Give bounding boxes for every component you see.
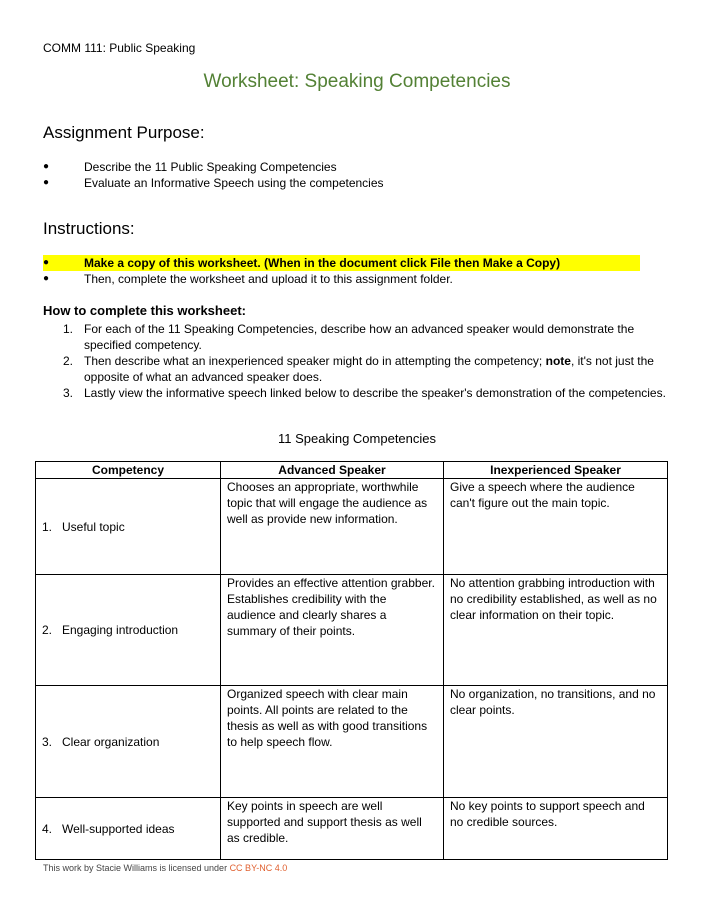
instructions-heading: Instructions: xyxy=(43,219,135,238)
table-row xyxy=(36,686,668,798)
howto-item: 3. Lastly view the informative speech linked below to describe the speaker's demonstration of the competencies. xyxy=(63,386,666,400)
table-caption: 11 Speaking Competencies xyxy=(277,431,437,446)
table-row xyxy=(36,479,668,575)
instructions-list xyxy=(43,255,640,287)
inexperienced-cell[interactable]: No attention grabbing introduction with no credibility established, as well as no clear information on their topic. xyxy=(444,575,668,686)
inexperienced-cell[interactable]: No organization, no transitions, and no clear points. xyxy=(444,686,668,798)
table-row xyxy=(36,575,668,686)
bullet-icon: ● xyxy=(43,161,50,172)
instructions-item-highlighted: ● Make a copy of this worksheet. (When in the document click File then Make a Copy) xyxy=(43,255,640,271)
bullet-icon: ● xyxy=(43,257,50,268)
competency-cell: 2. Engaging introduction xyxy=(36,575,221,686)
advanced-cell[interactable]: Chooses an appropriate, worthwhile topic that will engage the audience as well as provide new information. xyxy=(221,479,444,575)
purpose-item: ● Describe the 11 Public Speaking Competencies xyxy=(43,160,337,174)
purpose-item: ● Evaluate an Informative Speech using the competencies xyxy=(43,176,384,190)
inexperienced-cell[interactable]: Give a speech where the audience can't figure out the main topic. xyxy=(444,479,668,575)
license-link[interactable]: CC BY-NC 4.0 xyxy=(229,863,288,873)
howto-heading: How to complete this worksheet: xyxy=(43,303,246,318)
purpose-heading: Assignment Purpose: xyxy=(43,123,205,142)
competency-cell: 4. Well-supported ideas xyxy=(36,798,221,860)
purpose-list xyxy=(43,159,384,191)
advanced-cell[interactable]: Key points in speech are well supported and support thesis as well as credible. xyxy=(221,798,444,860)
advanced-cell[interactable]: Provides an effective attention grabber. Establishes credibility with the audience and clearly shares a summary of their points. xyxy=(221,575,444,686)
inexperienced-cell[interactable]: No key points to support speech and no credible sources. xyxy=(444,798,668,860)
bullet-icon: ● xyxy=(43,177,50,188)
instructions-item: ● Then, complete the worksheet and upload it to this assignment folder. xyxy=(43,272,453,286)
column-header-advanced: Advanced Speaker xyxy=(221,462,444,479)
competencies-table xyxy=(35,461,668,860)
howto-item: 2. Then describe what an inexperienced speaker might do in attempting the competency; note, it's not just the opposite of what an advanced speaker does. xyxy=(63,354,654,384)
bullet-icon: ● xyxy=(43,273,50,284)
competency-cell: 3. Clear organization xyxy=(36,686,221,798)
advanced-cell[interactable]: Organized speech with clear main points. All points are related to the thesis as well as with good transitions to help speech flow. xyxy=(221,686,444,798)
howto-list xyxy=(43,321,683,401)
worksheet-title: Worksheet: Speaking Competencies xyxy=(203,71,511,92)
howto-item: 1. For each of the 11 Speaking Competencies, describe how an advanced speaker would demonstrate the specified competency. xyxy=(63,322,635,352)
column-header-competency: Competency xyxy=(36,462,221,479)
course-header: COMM 111: Public Speaking xyxy=(43,41,196,55)
table-row xyxy=(36,798,668,860)
table-header-row xyxy=(36,462,668,479)
column-header-inexperienced: Inexperienced Speaker xyxy=(444,462,668,479)
license-footer: This work by Stacie Williams is licensed under CC BY-NC 4.0 xyxy=(43,863,288,873)
competency-cell: 1. Useful topic xyxy=(36,479,221,575)
